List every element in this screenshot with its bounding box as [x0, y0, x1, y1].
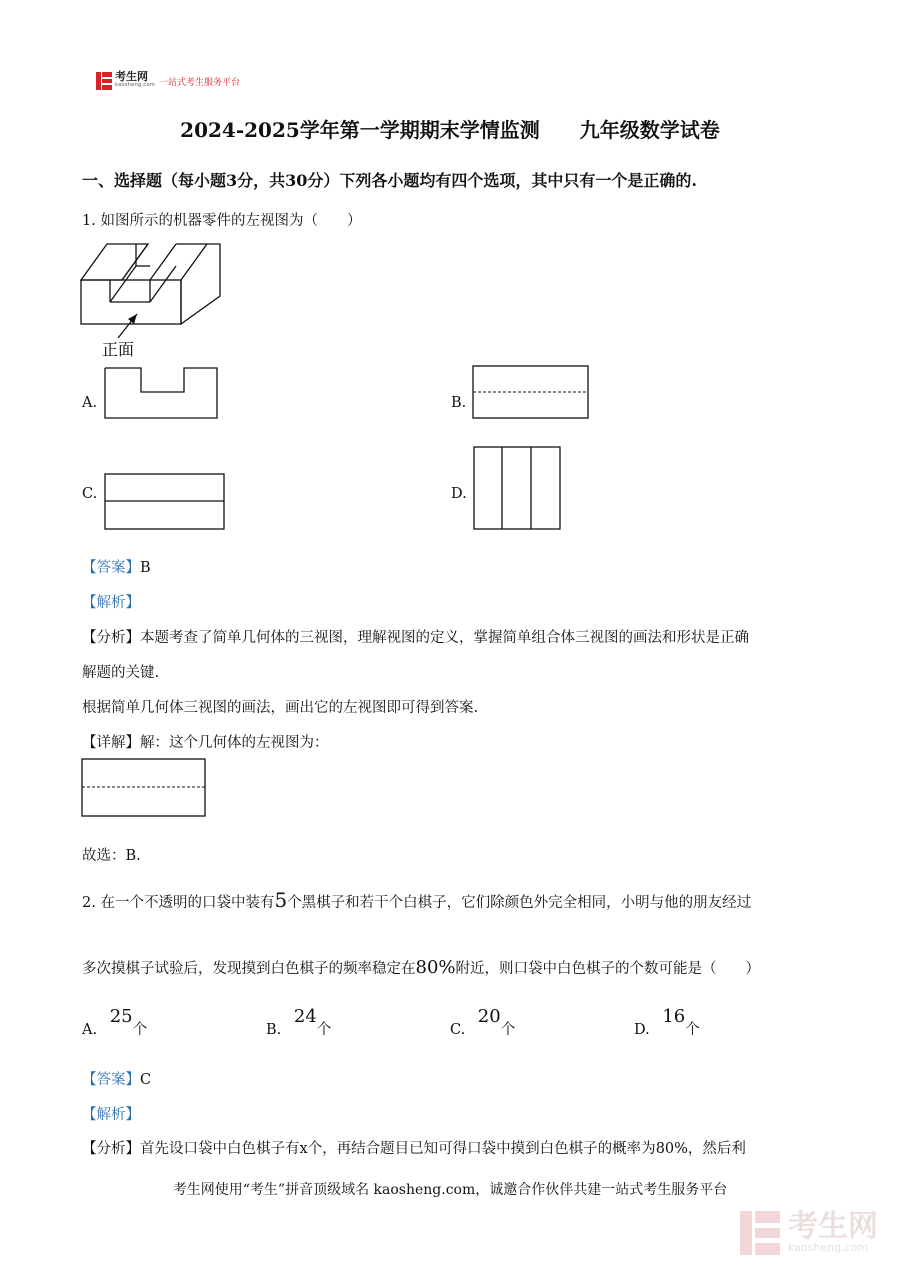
- q1-detail-text: 解：这个几何体的左视图为：: [140, 735, 329, 751]
- q1-option-a-figure[interactable]: [104, 367, 220, 421]
- q2-fenxi-pct: 80%: [655, 1141, 688, 1157]
- q2-fenxi-b: 个，再结合题目已知可得口袋中摸到白色棋子的概率为: [307, 1141, 656, 1157]
- q1-detail: [82, 731, 329, 752]
- q2-option-c-num: 20: [477, 1006, 501, 1027]
- q2-option-b[interactable]: [266, 1006, 332, 1039]
- q2-option-c-letter: C.: [450, 1022, 466, 1038]
- logo-slogan: 一站式考生服务平台: [159, 77, 241, 88]
- logo-name: 考生网: [115, 70, 148, 83]
- q2-line1: [82, 888, 751, 912]
- q1-option-b-figure[interactable]: [472, 365, 590, 420]
- q2-fenxi: [82, 1137, 746, 1158]
- q2-option-a-letter: A.: [82, 1022, 98, 1038]
- q2-option-c-unit: 个: [500, 1022, 516, 1038]
- q2-line2: [82, 957, 760, 978]
- q1-answer-value: B: [140, 560, 151, 576]
- q1-option-d-figure[interactable]: [473, 446, 563, 531]
- q2-line2-b: 附近，则口袋中白色棋子的个数可能是（ ）: [455, 961, 761, 977]
- q2-option-d-unit: 个: [685, 1022, 700, 1038]
- q2-line2-a: 多次摸棋子试验后，发现摸到白色棋子的频率稳定在: [82, 961, 416, 977]
- q1-option-d[interactable]: D.: [451, 486, 467, 502]
- q2-fenxi-c: ，然后利: [687, 1141, 746, 1157]
- q1-option-b[interactable]: B.: [451, 395, 467, 411]
- q1-detail-figure: [81, 758, 207, 818]
- logo-icon: [96, 72, 112, 90]
- site-logo: [96, 72, 240, 90]
- q2-option-a[interactable]: [82, 1006, 148, 1039]
- q1-choose: [82, 844, 141, 865]
- q2-option-b-letter: B.: [266, 1022, 282, 1038]
- page-footer: 考生网使用“考生”拼音顶级域名 kaosheng.com，诚邀合作伙伴共建一站式考生服务平台: [172, 1182, 728, 1198]
- q1-choose-value: B: [125, 848, 137, 864]
- q1-choose-prefix: 故选：: [82, 848, 126, 864]
- q1-figure-label: 正面: [102, 340, 135, 359]
- q2-answer-tag: 【答案】: [82, 1072, 140, 1088]
- page-title: 2024-2025学年第一学期期末学情监测 九年级数学试卷: [180, 118, 720, 142]
- q1-analysis-tag: 【解析】: [82, 595, 140, 611]
- q2-option-d-letter: D.: [634, 1022, 650, 1038]
- q2-line1-b: 个黑棋子和若干个白棋子，它们除颜色外完全相同，小明与他的朋友经过: [287, 895, 752, 911]
- q1-answer-tag: 【答案】: [82, 560, 140, 576]
- q2-option-b-unit: 个: [316, 1022, 332, 1038]
- q2-fenxi-tag: 【分析】: [82, 1141, 140, 1157]
- logo-domain: kaosheng.com: [115, 82, 155, 88]
- watermark: [740, 1211, 878, 1255]
- q1-stem: 1. 如图所示的机器零件的左视图为（ ）: [82, 213, 362, 229]
- q2-option-a-unit: 个: [132, 1022, 148, 1038]
- q1-fenxi-line1: [82, 626, 749, 647]
- q1-choose-suffix: .: [136, 848, 141, 864]
- q1-method: 根据简单几何体三视图的画法，画出它的左视图即可得到答案.: [82, 700, 479, 716]
- q2-option-a-num: 25: [109, 1006, 133, 1027]
- q1-option-c[interactable]: C.: [82, 486, 98, 502]
- q2-answer: [82, 1068, 151, 1089]
- watermark-logo-icon: [740, 1211, 780, 1255]
- q2-answer-value: C: [140, 1072, 152, 1088]
- q1-fenxi-text: 本题考查了简单几何体的三视图，理解视图的定义，掌握简单组合体三视图的画法和形状是正确: [140, 630, 749, 646]
- section-heading: 一、选择题（每小题3分，共30分）下列各小题均有四个选项，其中只有一个是正确的.: [82, 171, 697, 190]
- watermark-domain: kaosheng.com: [788, 1241, 869, 1254]
- q2-analysis-tag: 【解析】: [82, 1107, 140, 1123]
- q2-option-d-num: 16: [662, 1006, 686, 1027]
- q1-answer: [82, 556, 151, 577]
- q1-option-a[interactable]: A.: [82, 395, 98, 411]
- q1-fenxi-line2: 解题的关键.: [82, 665, 160, 681]
- q1-fenxi-tag: 【分析】: [82, 630, 140, 646]
- q2-line1-a: 2. 在一个不透明的口袋中装有: [82, 895, 275, 911]
- q2-fenxi-a: 首先设口袋中白色棋子有: [140, 1141, 300, 1157]
- q2-num5: 5: [274, 888, 288, 912]
- watermark-name: 考生网: [788, 1209, 878, 1244]
- q2-option-d[interactable]: [634, 1006, 700, 1039]
- q2-option-b-num: 24: [293, 1006, 317, 1027]
- q1-figure: [80, 238, 225, 363]
- q1-option-c-figure[interactable]: [104, 473, 226, 531]
- q2-fenxi-x: x: [299, 1141, 308, 1157]
- q1-detail-tag: 【详解】: [82, 735, 140, 751]
- q2-pct: 80%: [415, 957, 456, 978]
- q2-option-c[interactable]: [450, 1006, 516, 1039]
